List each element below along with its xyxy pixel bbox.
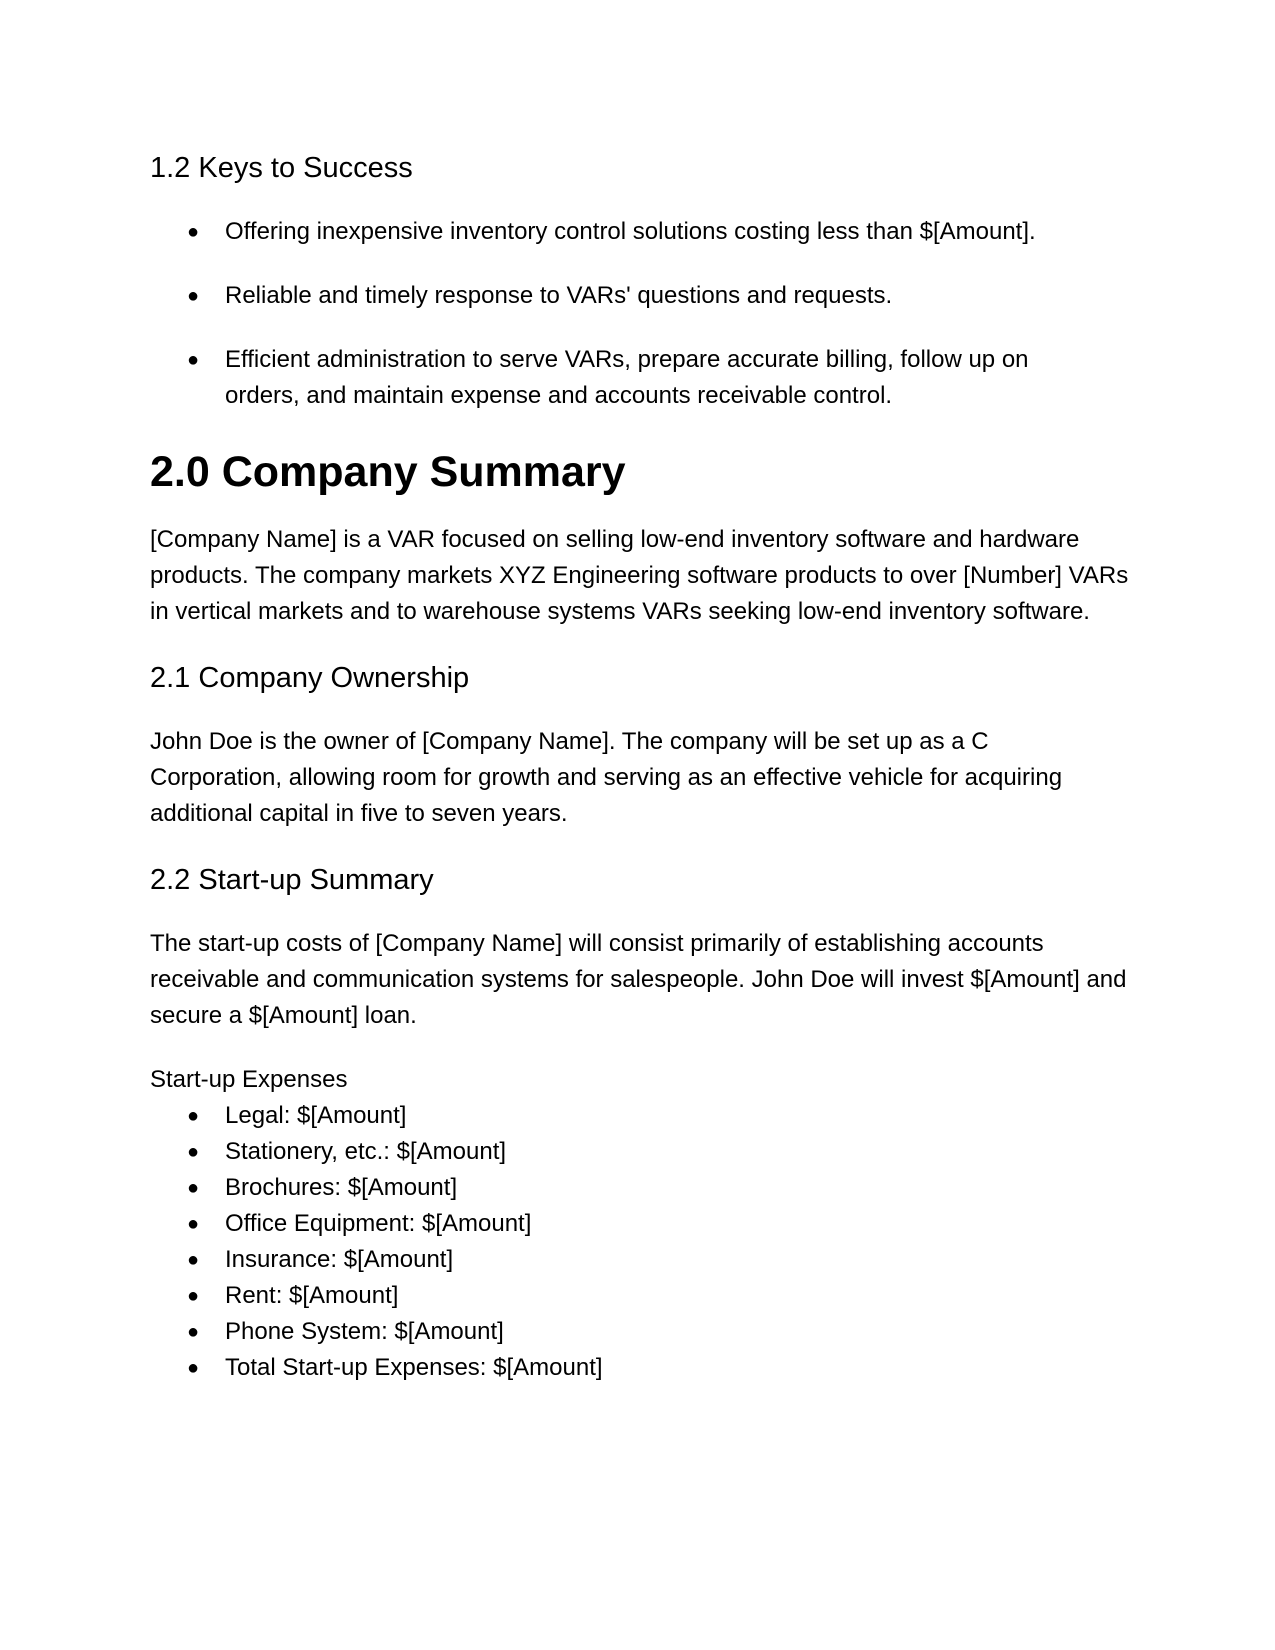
bullet-icon: ● [187,349,200,371]
list-item-text: Rent: $[Amount] [225,1282,399,1309]
bullet-icon: ● [187,1213,200,1235]
company-ownership-paragraph: John Doe is the owner of [Company Name]. The company will be set up as a C Corporation, allowing room for growth and serving as an effective vehicle for acquiring additional capital in five to seven years. [150,728,1063,827]
list-item-text: Total Start-up Expenses: $[Amount] [225,1354,603,1381]
list-item [150,1206,1135,1242]
list-item [150,1242,1135,1278]
bullet-icon: ● [187,1249,200,1271]
list-item [150,1350,1135,1386]
startup-expenses-list [150,1098,1135,1386]
heading-company-ownership: 2.1 Company Ownership [150,662,470,694]
heading-startup-summary: 2.2 Start-up Summary [150,864,434,896]
bullet-icon: ● [187,285,200,307]
list-item-text: Office Equipment: $[Amount] [225,1210,532,1237]
list-item [150,1170,1135,1206]
heading-company-summary: 2.0 Company Summary [150,448,626,496]
list-item-text: Phone System: $[Amount] [225,1318,504,1345]
list-item-text: Efficient administration to serve VARs, prepare accurate billing, follow up on orders, and maintain expense and accounts receivable control. [225,346,1029,409]
bullet-icon: ● [187,1321,200,1343]
list-item [150,1134,1135,1170]
list-item [150,214,1135,250]
bullet-icon: ● [187,1285,200,1307]
keys-to-success-list [150,214,1135,414]
heading-keys-to-success: 1.2 Keys to Success [150,152,413,184]
list-item-text: Insurance: $[Amount] [225,1246,454,1273]
document-page [150,150,1135,1386]
list-item-text: Offering inexpensive inventory control solutions costing less than $[Amount]. [225,218,1036,245]
list-item [150,1314,1135,1350]
startup-expenses-label: Start-up Expenses [150,1066,348,1093]
list-item [150,342,1135,414]
list-item-text: Legal: $[Amount] [225,1102,407,1129]
bullet-icon: ● [187,221,200,243]
list-item [150,278,1135,314]
startup-summary-paragraph: The start-up costs of [Company Name] will consist primarily of establishing accounts receivable and communication systems for salespeople. John Doe will invest $[Amount] and secure a $[Amount] loan. [150,930,1127,1029]
company-summary-paragraph: [Company Name] is a VAR focused on selling low-end inventory software and hardware products. The company markets XYZ Engineering software products to over [Number] VARs in vertical markets and to warehouse systems VARs seeking low-end inventory software. [150,526,1129,625]
bullet-icon: ● [187,1177,200,1199]
list-item-text: Reliable and timely response to VARs' questions and requests. [225,282,893,309]
list-item [150,1098,1135,1134]
bullet-icon: ● [187,1105,200,1127]
list-item [150,1278,1135,1314]
bullet-icon: ● [187,1357,200,1379]
bullet-icon: ● [187,1141,200,1163]
list-item-text: Brochures: $[Amount] [225,1174,458,1201]
list-item-text: Stationery, etc.: $[Amount] [225,1138,507,1165]
